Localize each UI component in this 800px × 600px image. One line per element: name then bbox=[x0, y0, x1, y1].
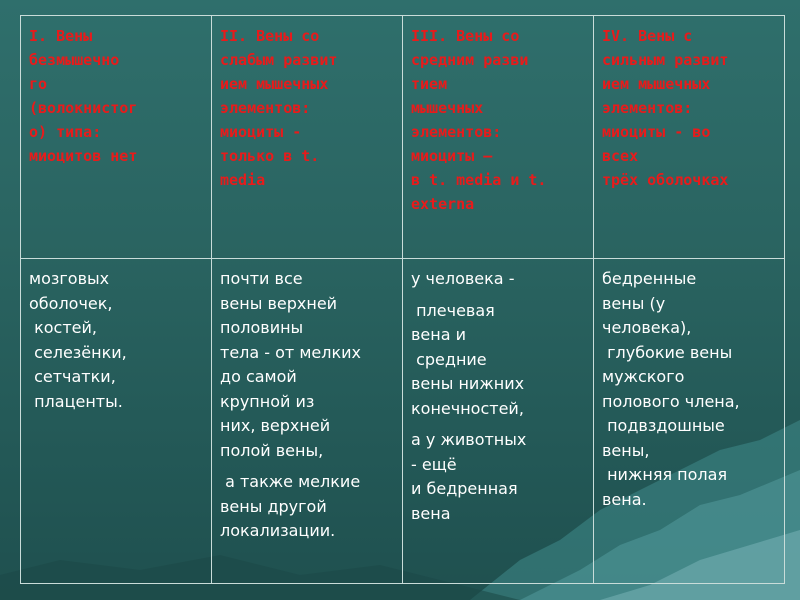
header-row bbox=[21, 16, 785, 259]
header-cell-type-4: IV. Вены с сильным развит ием мышечных элементов: миоциты - во всех трёх оболочках bbox=[594, 16, 785, 259]
header-cell-type-1: I. Вены безмышечно го (волокнистог о) типа: миоцитов нет bbox=[21, 16, 212, 259]
examples-row bbox=[21, 259, 785, 584]
examples-cell-type-1: мозговых оболочек, костей, селезёнки, сетчатки, плаценты. bbox=[21, 259, 212, 584]
header-cell-type-3: III. Вены со средним разви тием мышечных элементов: миоциты – в t. media и t. externa bbox=[403, 16, 594, 259]
header-cell-type-2: II. Вены со слабым развит ием мышечных элементов: миоциты - только в t. media bbox=[212, 16, 403, 259]
examples-cell-type-2: почти все вены верхней половины тела - от мелких до самой крупной из них, верхней полой вены, а также мелкие вены другой локализации. bbox=[212, 259, 403, 584]
examples-cell-type-3: у человека - плечевая вена и средние вены нижних конечностей, а у животных - ещё и бедренная вена bbox=[403, 259, 594, 584]
examples-cell-type-4: бедренные вены (у человека), глубокие вены мужского полового члена, подвздошные вены, нижняя полая вена. bbox=[594, 259, 785, 584]
veins-classification-table bbox=[20, 15, 785, 584]
